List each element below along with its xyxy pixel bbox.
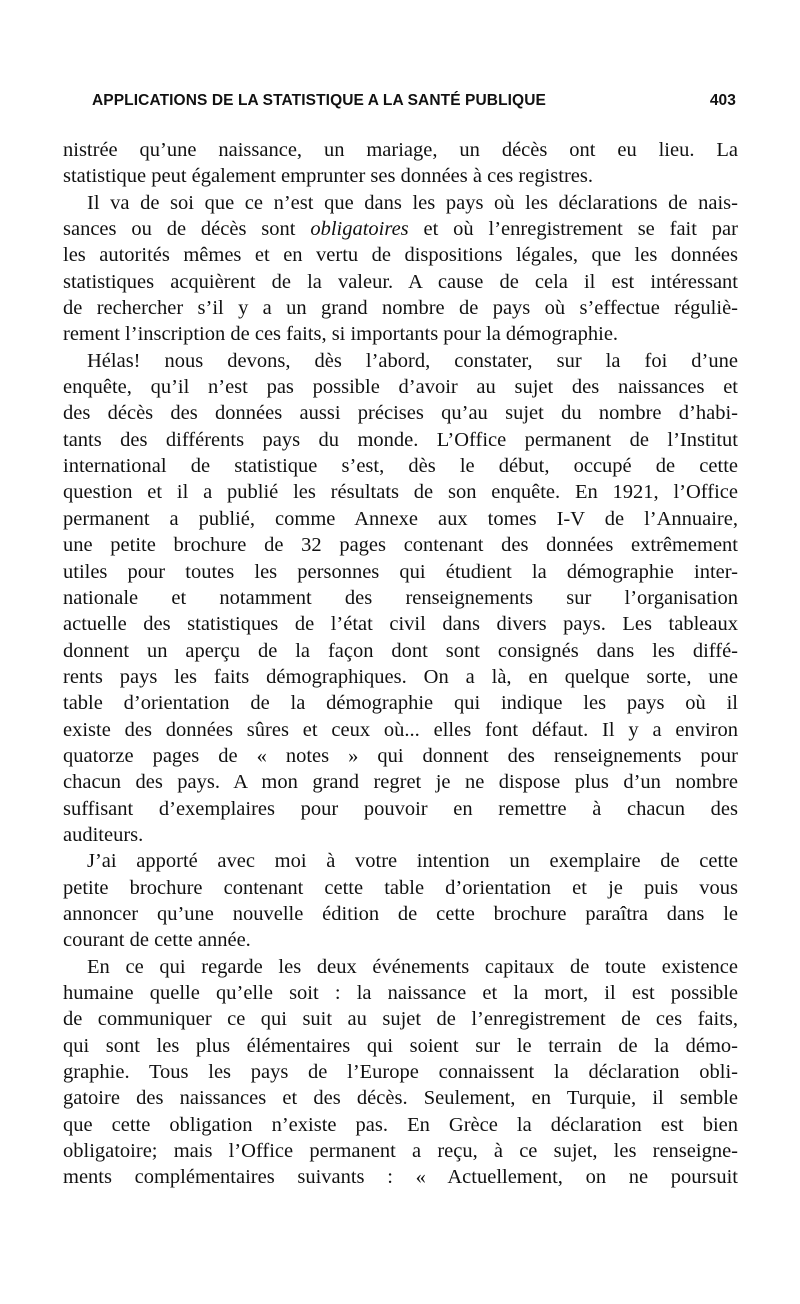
text-line: statistique peut également emprunter ses données à ces registres.	[63, 165, 593, 188]
text-line: graphie. Tous les pays de l’Europe connaissent la déclaration obli-	[63, 1061, 738, 1084]
text-line: donnent un aperçu de la façon dont sont consignés dans les diffé-	[63, 639, 738, 662]
text-line: utiles pour toutes les personnes qui étudient la démographie inter-	[63, 560, 738, 583]
text-line: une petite brochure de 32 pages contenant des données extrêmement	[63, 534, 738, 557]
text-line: obligatoire; mais l’Office permanent a reçu, à ce sujet, les renseigne-	[63, 1140, 738, 1163]
body-text	[63, 137, 738, 1191]
text-line: existe des données sûres et ceux où... elles font défaut. Il y a environ	[63, 718, 738, 741]
text-line: rement l’inscription de ces faits, si importants pour la démographie.	[63, 323, 619, 346]
text-line: J’ai apporté avec moi à votre intention un exemplaire de cette	[87, 850, 738, 873]
text-line: courant de cette année.	[63, 929, 251, 952]
text-line: chacun des pays. A mon grand regret je ne dispose plus d’un nombre	[63, 771, 738, 794]
text-line: tants des différents pays du monde. L’Office permanent de l’Institut	[63, 428, 738, 451]
text-line: rents pays les faits démographiques. On a là, en quelque sorte, une	[63, 665, 738, 688]
text-line: de rechercher s’il y a un grand nombre de pays où s’effectue réguliè-	[63, 297, 738, 320]
text-line: de communiquer ce qui suit au sujet de l’enregistrement de ces faits,	[63, 1008, 738, 1031]
text-line: international de statistique s’est, dès le début, occupé de cette	[63, 455, 738, 478]
text-line: humaine quelle qu’elle soit : la naissance et la mort, il est possible	[63, 982, 738, 1004]
text-line: nationale et notamment des renseignements sur l’organisation	[63, 586, 738, 609]
emphasized-word: obligatoires	[310, 218, 409, 241]
text-line: petite brochure contenant cette table d’orientation et je puis vous	[63, 876, 738, 899]
text-line: statistiques acquièrent de la valeur. A cause de cela il est intéressant	[63, 270, 738, 293]
page-number: 403	[709, 92, 736, 109]
text-line: table d’orientation de la démographie qui indique les pays où il	[63, 692, 738, 715]
text-fragment: sances ou de décès sont	[63, 218, 311, 241]
text-line: permanent a publié, comme Annexe aux tomes I-V de l’Annuaire,	[63, 507, 738, 530]
text-line: actuelle des statistiques de l’état civil dans divers pays. Les tableaux	[63, 613, 738, 636]
text-line: suffisant d’exemplaires pour pouvoir en remettre à chacun des	[63, 797, 738, 820]
text-line: annoncer qu’une nouvelle édition de cette brochure paraîtra dans le	[63, 902, 738, 925]
running-title: APPLICATIONS DE LA STATISTIQUE A LA SANTÉ PUBLIQUE	[92, 92, 546, 109]
text-line: auditeurs.	[63, 823, 144, 846]
text-line: En ce qui regarde les deux événements capitaux de toute existence	[87, 955, 738, 978]
text-line: enquête, qu’il n’est pas possible d’avoir au sujet des naissances et	[63, 376, 738, 399]
text-line: que cette obligation n’existe pas. En Grèce la déclaration est bien	[63, 1113, 738, 1136]
running-header	[92, 92, 740, 118]
text-line: quatorze pages de « notes » qui donnent des renseignements pour	[63, 744, 738, 767]
text-line	[63, 216, 738, 242]
text-line: gatoire des naissances et des décès. Seulement, en Turquie, il semble	[63, 1087, 738, 1110]
text-line: nistrée qu’une naissance, un mariage, un décès ont eu lieu. La	[63, 139, 738, 161]
text-line: ments complémentaires suivants : « Actuellement, on ne poursuit	[63, 1166, 738, 1189]
text-line: Il va de soi que ce n’est que dans les pays où les déclarations de nais-	[87, 191, 738, 214]
text-line: question et il a publié les résultats de son enquête. En 1921, l’Office	[63, 481, 738, 504]
text-line: des décès des données aussi précises qu’au sujet du nombre d’habi-	[63, 402, 738, 425]
text-line: Hélas! nous devons, dès l’abord, constater, sur la foi d’une	[87, 349, 738, 372]
text-line: les autorités mêmes et en vertu de dispositions légales, que les données	[63, 244, 738, 267]
text-fragment: et où l’enregistrement se fait par	[408, 218, 738, 241]
text-line: qui sont les plus élémentaires qui soient sur le terrain de la démo-	[63, 1034, 738, 1057]
